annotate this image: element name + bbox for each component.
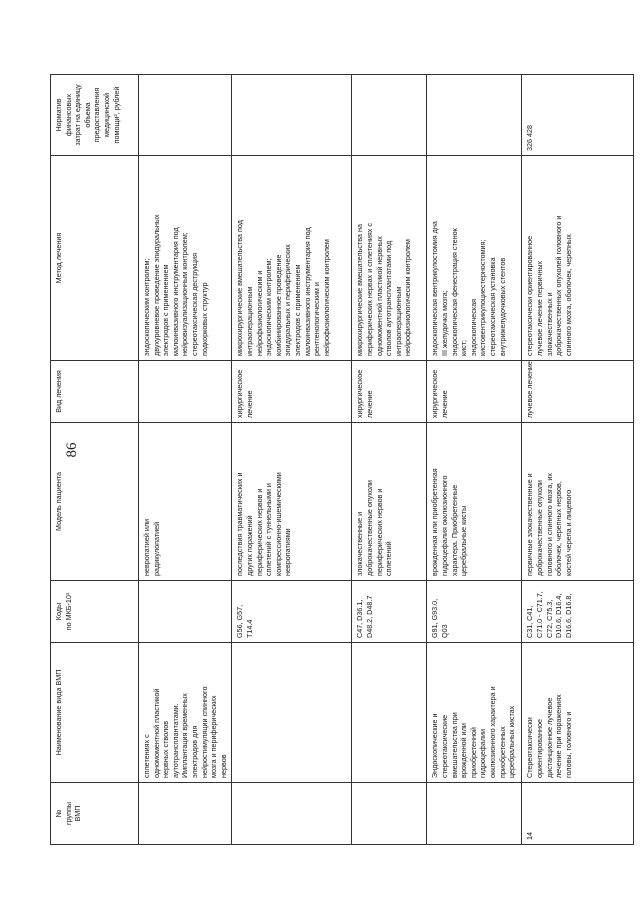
text-line: стереотаксическая деструкция (189, 253, 199, 356)
header-group (51, 783, 139, 845)
text-line: группы (63, 801, 73, 826)
text-line: C72, C75.3, (544, 599, 554, 638)
cell-codes (232, 581, 352, 643)
text-line: лечение (364, 390, 374, 418)
text-line: лечение при поражениях (554, 694, 564, 778)
text-line: электродов с применением (292, 264, 302, 356)
text-line: T14.4 (244, 619, 254, 638)
text-line: Наименование вида ВМП (54, 669, 63, 756)
table-row (232, 75, 352, 845)
text-line: D48.2, D48.7 (364, 595, 374, 638)
text-line: D16.6, D16.8, (563, 593, 573, 638)
text-line: лучевое лечение первичных (534, 260, 544, 356)
text-line: рентгенологическим и (312, 282, 322, 356)
text-line: периферических нервах и сплетениях с (364, 223, 374, 356)
cell-model (232, 423, 352, 581)
page-number: 86 (64, 442, 80, 458)
text-line: эпидуральных и периферических (283, 244, 293, 356)
text-line: периферических нервов и (374, 488, 384, 576)
text-line: сплетениях с (142, 734, 151, 778)
text-line: D10.6, D16.4, (554, 593, 564, 638)
text-line: эндоскопическим контролем; (264, 258, 274, 356)
text-line: хирургическое (355, 369, 365, 418)
header-codes (51, 581, 139, 643)
cell-model (522, 423, 634, 581)
text-line: микрохирургические вмешательства на (355, 224, 365, 356)
text-line: оболочек, черепных нервов, (554, 481, 564, 576)
header-name (51, 643, 139, 783)
header-model (51, 423, 139, 581)
text-line: врожденная или приобретенная (430, 468, 440, 576)
text-line: кистовентрикулоциестерностомия; (478, 239, 488, 356)
text-line: сплетений с туннельными и (264, 483, 274, 576)
cell-codes (427, 581, 522, 643)
text-line: Q03 (439, 624, 449, 638)
cell-method (139, 156, 232, 361)
cell-codes (522, 581, 634, 643)
text-line: мозга и периферических (209, 695, 219, 778)
text-line: гидроцефалия окклюзионного (439, 475, 449, 576)
text-line: нейростимуляции спинного (199, 686, 209, 778)
header-norm (51, 75, 139, 156)
cell-group (427, 783, 522, 845)
cell-method (427, 156, 522, 361)
text-line: лечение (244, 390, 254, 418)
vmp-table (50, 74, 634, 845)
header-row (51, 75, 139, 845)
cell-codes (139, 581, 232, 643)
cell-name (427, 643, 522, 783)
text-line: Имплантация временных (180, 693, 190, 778)
text-line: доброкачественные опухоли (534, 480, 544, 576)
text-line: невропатией или (142, 518, 151, 576)
text-line: приобретенных (497, 726, 507, 778)
text-line: нейрофизиологическим и (254, 270, 264, 356)
text-line: других поражений (244, 515, 254, 576)
table-row (352, 75, 427, 845)
text-line: невропатиями (283, 528, 293, 576)
text-line: злокачественных и (544, 292, 554, 356)
text-line: затрат на единицу (73, 84, 83, 146)
text-line: лучевое лечение (525, 361, 535, 418)
header-treatment (51, 361, 139, 423)
text-line: церебральных кистах (507, 705, 517, 778)
text-line: эндоскопическая фенестрация стенок (449, 228, 459, 356)
table-container (50, 75, 625, 845)
cell-treatment (522, 361, 634, 423)
text-line: медицинской (101, 93, 111, 137)
text-line: последствия травматических и (235, 472, 245, 576)
text-line: гидроцефалии (478, 729, 488, 778)
rotated-table-frame (50, 75, 625, 845)
text-line: помощи², рублей (111, 86, 121, 144)
text-line: Норматив (54, 98, 63, 132)
cell-treatment (139, 361, 232, 423)
table-row (139, 75, 232, 845)
text-line: костей черепа и лицевого (563, 489, 573, 576)
cell-group (522, 783, 634, 845)
text-line: ВМП (73, 805, 83, 822)
text-line: одномоментной пластикой (151, 688, 161, 778)
text-line: одномоментной пластикой нервных (374, 236, 384, 356)
text-line: микрохирургические вмешательства под (235, 220, 245, 356)
text-line: стволов аутотрансплантатами под (384, 240, 394, 356)
cell-method (232, 156, 352, 361)
text-line: G56, G57, (235, 604, 245, 638)
text-line: доброкачественных опухолей головного и (554, 215, 564, 356)
text-line: III желудочка мозга; (439, 290, 449, 356)
text-line: доброкачественные опухоли (364, 480, 374, 576)
cell-group (352, 783, 427, 845)
text-line: C71.0 - C71.7, (534, 591, 544, 638)
table-row (427, 75, 522, 845)
text-line: головного и спинного мозга, их (544, 473, 554, 576)
cell-method (352, 156, 427, 361)
text-line: вмешательства при (449, 712, 459, 778)
text-line: окклюзионного характера и (487, 686, 497, 778)
cell-norm (522, 75, 634, 156)
text-line: кист; (459, 339, 469, 356)
cell-treatment (232, 361, 352, 423)
text-line: эндоскопическим контролем; (142, 258, 151, 356)
table-row (522, 75, 634, 845)
cell-name (522, 643, 634, 783)
text-line: интраоперационным (393, 286, 403, 356)
text-line: 326 428 (525, 125, 535, 151)
text-line: головы, головного и (563, 711, 573, 778)
text-line: G91, G93.0, (430, 598, 440, 638)
text-line: эндоскопическая (468, 298, 478, 356)
text-line: Стереотаксически (525, 717, 535, 778)
text-line: первичные злокачественные и (525, 473, 535, 576)
text-line: внутрижелудочковых стентов (497, 257, 507, 356)
header-method (51, 156, 139, 361)
text-line: компрессионно-ишемическими (273, 472, 283, 576)
cell-method (522, 156, 634, 361)
text-line: двухуровневое проведение эпидуральных (151, 214, 161, 356)
text-line: врожденной или (459, 723, 469, 778)
text-line: по МКБ-10¹ (63, 592, 73, 631)
text-line: лечение (439, 390, 449, 418)
text-line: электродов для (189, 725, 199, 778)
text-line: характера. Приобретенные (449, 484, 459, 576)
text-line: злокачественные и (355, 511, 365, 576)
text-line: Метод лечения (54, 232, 63, 284)
cell-model (352, 423, 427, 581)
text-line: объема (82, 102, 92, 128)
text-line: аутотрансплантатами. (170, 703, 180, 778)
text-line: Коды (54, 602, 63, 621)
text-line: подкорковых структур (199, 282, 209, 356)
text-line: хирургическое (430, 369, 440, 418)
cell-group (139, 783, 232, 845)
text-line: электродов с применением (161, 264, 171, 356)
text-line: малоинвазивного инструментария под (302, 227, 312, 356)
text-line: дистанционное лучевое (544, 697, 554, 778)
cell-model (427, 423, 522, 581)
text-line: стереотаксическая установка (487, 257, 497, 356)
cell-treatment (352, 361, 427, 423)
text-line: периферических нервов и (254, 488, 264, 576)
text-line: C47, D36.1, (355, 599, 365, 638)
text-line: сплетений (384, 541, 394, 576)
text-line: Модель пациента (54, 472, 63, 531)
text-line: приобретенной (468, 727, 478, 778)
text-line: предоставления (92, 87, 102, 143)
text-line: стереотаксические (439, 714, 449, 778)
text-line: интраоперационным (244, 286, 254, 356)
text-line: нейрофизиологическим контролем (403, 239, 413, 356)
cell-norm (427, 75, 522, 156)
text-line: стереотаксически ориентированное (525, 235, 535, 356)
cell-norm (352, 75, 427, 156)
text-line: 14 (525, 832, 535, 840)
text-line: хирургическое (235, 369, 245, 418)
text-line: Эндоскопические и (430, 713, 440, 778)
cell-name (232, 643, 352, 783)
text-line: финансовых (63, 93, 73, 137)
text-line: нейровизуализационным контролем; (180, 232, 190, 356)
text-line: церебральные кисты (459, 505, 469, 576)
cell-norm (139, 75, 232, 156)
text-line: нервов (218, 754, 228, 778)
text-line: Вид лечения (54, 370, 63, 413)
text-line: радикулопатией (151, 521, 161, 576)
cell-group (232, 783, 352, 845)
text-line: эндоскопическая вентрикулостомия дна (430, 221, 440, 356)
cell-codes (352, 581, 427, 643)
text-line: нейрофизиологическим контролем (321, 239, 331, 356)
text-line: комбинированное проведение (273, 254, 283, 356)
text-line: спинного мозга, оболочек, черепных (563, 234, 573, 356)
text-line: нервных стволов (161, 720, 171, 778)
text-line: ориентированное (534, 719, 544, 778)
cell-treatment (427, 361, 522, 423)
text-line: № (54, 809, 63, 818)
text-line: малоинвазивного инструментария под (170, 227, 180, 356)
cell-name (139, 643, 232, 783)
cell-norm (232, 75, 352, 156)
cell-name (352, 643, 427, 783)
text-line: C31, C41, (525, 605, 535, 638)
cell-model (139, 423, 232, 581)
